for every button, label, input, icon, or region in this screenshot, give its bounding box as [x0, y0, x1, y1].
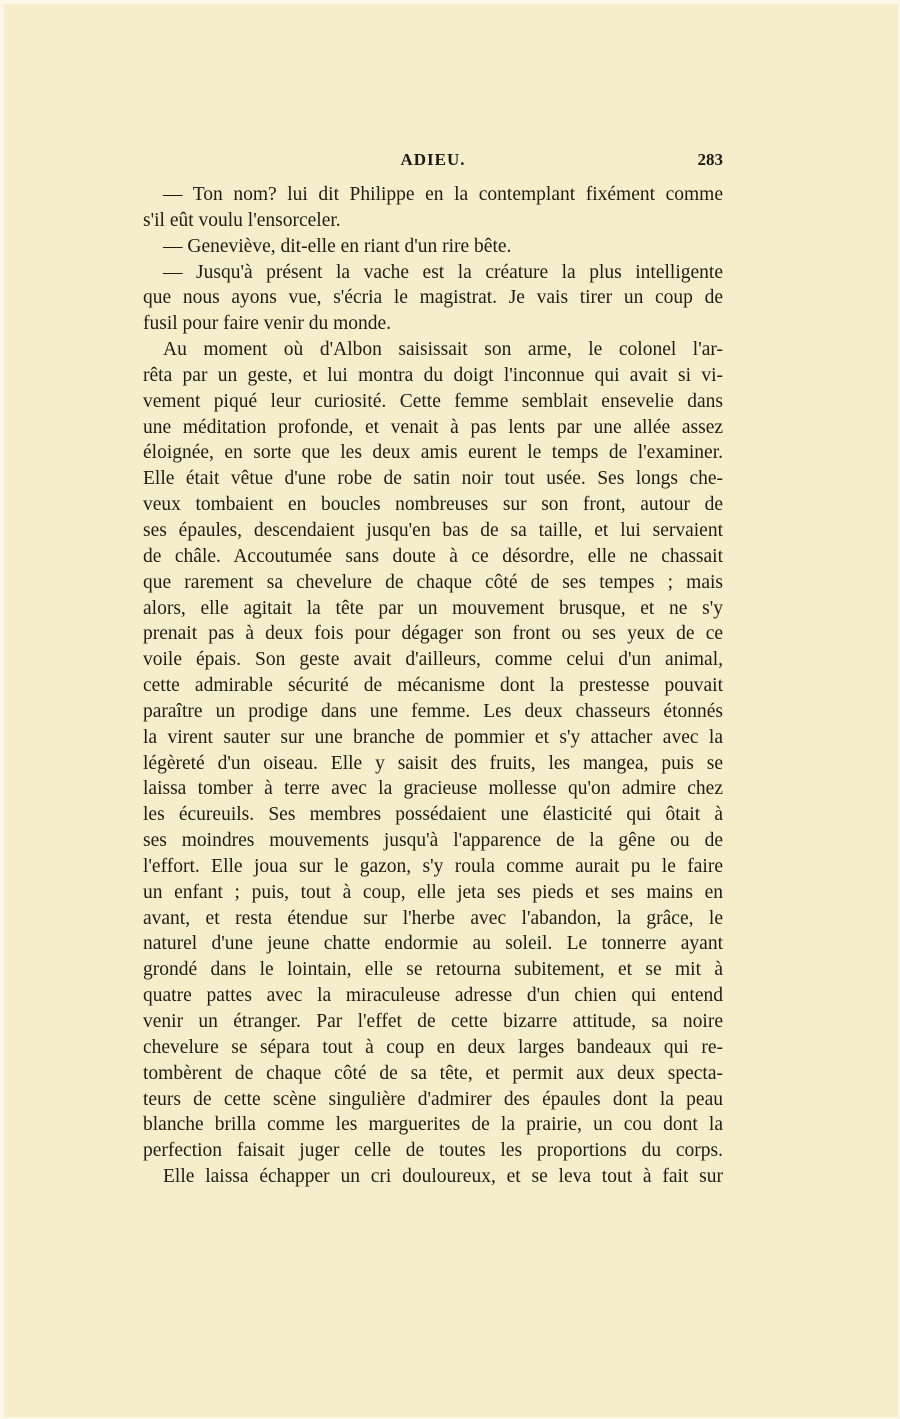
text-line: une méditation profonde, et venait à pas lents par une allée assez	[143, 416, 723, 438]
text-line: teurs de cette scène singulière d'admirer des épaules dont la peau	[143, 1088, 723, 1110]
text-line: la virent sauter sur une branche de pommier et s'y attacher avec la	[143, 726, 723, 748]
text-line: blanche brilla comme les marguerites de la prairie, un cou dont la	[143, 1114, 723, 1136]
text-line: éloignée, en sorte que les deux amis eurent le temps de l'examiner.	[143, 442, 723, 464]
text-line: vement piqué leur curiosité. Cette femme semblait ensevelie dans	[143, 390, 723, 412]
text-line: naturel d'une jeune chatte endormie au soleil. Le tonnerre ayant	[143, 933, 723, 955]
text-line: — Ton nom? lui dit Philippe en la contemplant fixément comme	[163, 184, 723, 205]
text-line: tombèrent de chaque côté de sa tête, et permit aux deux specta-	[143, 1062, 723, 1084]
text-line: l'effort. Elle joua sur le gazon, s'y roula comme aurait pu le faire	[143, 855, 723, 877]
body-text	[143, 182, 723, 1190]
text-line: ses moindres mouvements jusqu'à l'apparence de la gêne ou de	[143, 830, 723, 852]
text-line: ses épaules, descendaient jusqu'en bas de sa taille, et lui servaient	[143, 519, 723, 541]
text-line: — Geneviève, dit-elle en riant d'un rire bête.	[163, 235, 512, 257]
text-line: veux tombaient en boucles nombreuses sur son front, autour de	[143, 494, 723, 516]
text-line: que rarement sa chevelure de chaque côté de ses tempes ; mais	[143, 571, 723, 593]
text-line: paraître un prodige dans une femme. Les deux chasseurs étonnés	[143, 700, 723, 722]
page-header	[143, 150, 723, 174]
text-line: Elle était vêtue d'une robe de satin noir tout usée. Ses longs che-	[143, 468, 723, 490]
text-line: voile épais. Son geste avait d'ailleurs, comme celui d'un animal,	[143, 649, 723, 671]
text-line: que nous ayons vue, s'écria le magistrat. Je vais tirer un coup de	[143, 287, 723, 309]
text-line: quatre pattes avec la miraculeuse adresse d'un chien qui entend	[143, 985, 723, 1007]
text-line: — Jusqu'à présent la vache est la créature la plus intelligente	[163, 261, 723, 283]
text-line: cette admirable sécurité de mécanisme dont la prestesse pouvait	[143, 675, 723, 697]
text-line: venir un étranger. Par l'effet de cette bizarre attitude, sa noire	[143, 1011, 723, 1032]
book-page	[4, 4, 898, 1417]
text-line: perfection faisait juger celle de toutes les proportions du corps.	[143, 1140, 723, 1162]
text-line: prenait pas à deux fois pour dégager son front ou ses yeux de ce	[143, 623, 723, 645]
text-line: laissa tomber à terre avec la gracieuse mollesse qu'on admire chez	[143, 778, 723, 800]
text-line: fusil pour faire venir du monde.	[143, 313, 392, 335]
page-number: 283	[697, 150, 723, 169]
text-line: les écureuils. Ses membres possédaient une élasticité qui ôtait à	[143, 804, 723, 826]
text-line: Elle laissa échapper un cri douloureux, et se leva tout à fait sur	[163, 1166, 723, 1188]
text-line: avant, et resta étendue sur l'herbe avec l'abandon, la grâce, le	[143, 907, 723, 929]
text-line: rêta par un geste, et lui montra du doigt l'inconnue qui avait si vi-	[143, 364, 723, 386]
text-line: Au moment où d'Albon saisissait son arme, le colonel l'ar-	[163, 339, 723, 361]
text-line: un enfant ; puis, tout à coup, elle jeta ses pieds et ses mains en	[143, 881, 723, 903]
text-line: de châle. Accoutumée sans doute à ce désordre, elle ne chassait	[143, 545, 723, 567]
text-line: chevelure se sépara tout à coup en deux larges bandeaux qui re-	[143, 1036, 723, 1058]
text-line: alors, elle agitait la tête par un mouvement brusque, et ne s'y	[143, 597, 723, 619]
text-line: légèreté d'un oiseau. Elle y saisit des fruits, les mangea, puis se	[143, 752, 723, 774]
text-line: grondé dans le lointain, elle se retourna subitement, et se mit à	[143, 959, 723, 981]
running-title: ADIEU.	[400, 150, 466, 169]
text-line: s'il eût voulu l'ensorceler.	[143, 209, 341, 231]
